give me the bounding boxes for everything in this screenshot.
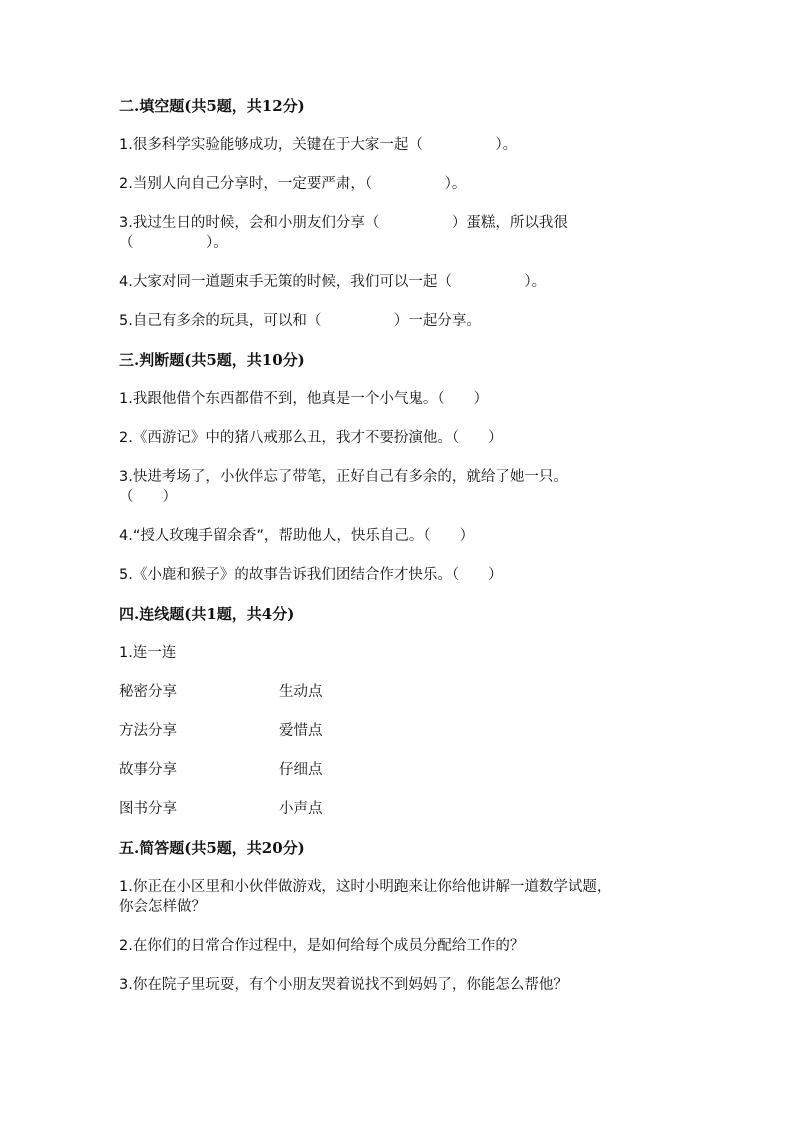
match-question: 1.连一连 — [119, 645, 177, 661]
match-right-item: 小声点 — [279, 801, 323, 817]
match-left-item: 秘密分享 — [119, 684, 177, 700]
match-left-item: 图书分享 — [119, 801, 177, 817]
fill-question-4: 4.大家对同一道题束手无策的时候，我们可以一起（ ）。 — [119, 274, 547, 290]
section-title-fill: 二.填空题(共5题，共12分) — [119, 97, 305, 115]
section-title-judge: 三.判断题(共5题，共10分) — [119, 351, 305, 369]
match-right-item: 爱惜点 — [279, 723, 323, 739]
match-right-item: 生动点 — [279, 684, 323, 700]
fill-question-5: 5.自己有多余的玩具，可以和（ ）一起分享。 — [119, 313, 481, 329]
document-page — [119, 96, 679, 995]
match-right-item: 仔细点 — [279, 762, 323, 778]
judge-question-1: 1.我跟他借个东西都借不到，他真是一个小气鬼。（ ） — [119, 391, 489, 407]
section-title-short: 五.简答题(共5题，共20分) — [119, 839, 305, 857]
fill-question-1: 1.很多科学实验能够成功，关键在于大家一起（ ）。 — [119, 137, 518, 153]
match-row — [119, 721, 679, 741]
short-question-2: 2.在你们的日常合作过程中，是如何给每个成员分配给工作的？ — [119, 938, 525, 954]
judge-question-4: 4.“授人玫瑰手留余香”，帮助他人，快乐自己。（ ） — [119, 528, 475, 544]
fill-question-3-line-1: 3.我过生日的时候，会和小朋友们分享（ ）蛋糕，所以我很 — [119, 215, 568, 231]
match-left-item: 故事分享 — [119, 762, 177, 778]
short-question-1-line-1: 1.你正在小区里和小伙伴做游戏，这时小明跑来让你给他讲解一道数学试题， — [119, 879, 612, 895]
match-row — [119, 760, 679, 780]
match-row — [119, 799, 679, 819]
judge-question-5: 5.《小鹿和猴子》的故事告诉我们团结合作才快乐。（ ） — [119, 567, 503, 583]
section-title-match: 四.连线题(共1题，共4分) — [119, 605, 295, 623]
judge-question-2: 2.《西游记》中的猪八戒那么丑，我才不要扮演他。（ ） — [119, 430, 503, 446]
judge-question-3-line-1: 3.快进考场了，小伙伴忘了带笔，正好自己有多余的，就给了她一只。 — [119, 469, 568, 485]
fill-question-2: 2.当别人向自己分享时，一定要严肃，（ ）。 — [119, 176, 467, 192]
short-question-3: 3.你在院子里玩耍，有个小朋友哭着说找不到妈妈了，你能怎么帮他？ — [119, 977, 568, 993]
match-left-item: 方法分享 — [119, 723, 177, 739]
match-row — [119, 682, 679, 702]
judge-question-3-line-2: （ ） — [119, 489, 177, 505]
fill-question-3-line-2: （ ）。 — [119, 235, 228, 251]
short-question-1-line-2: 你会怎样做？ — [119, 899, 206, 915]
